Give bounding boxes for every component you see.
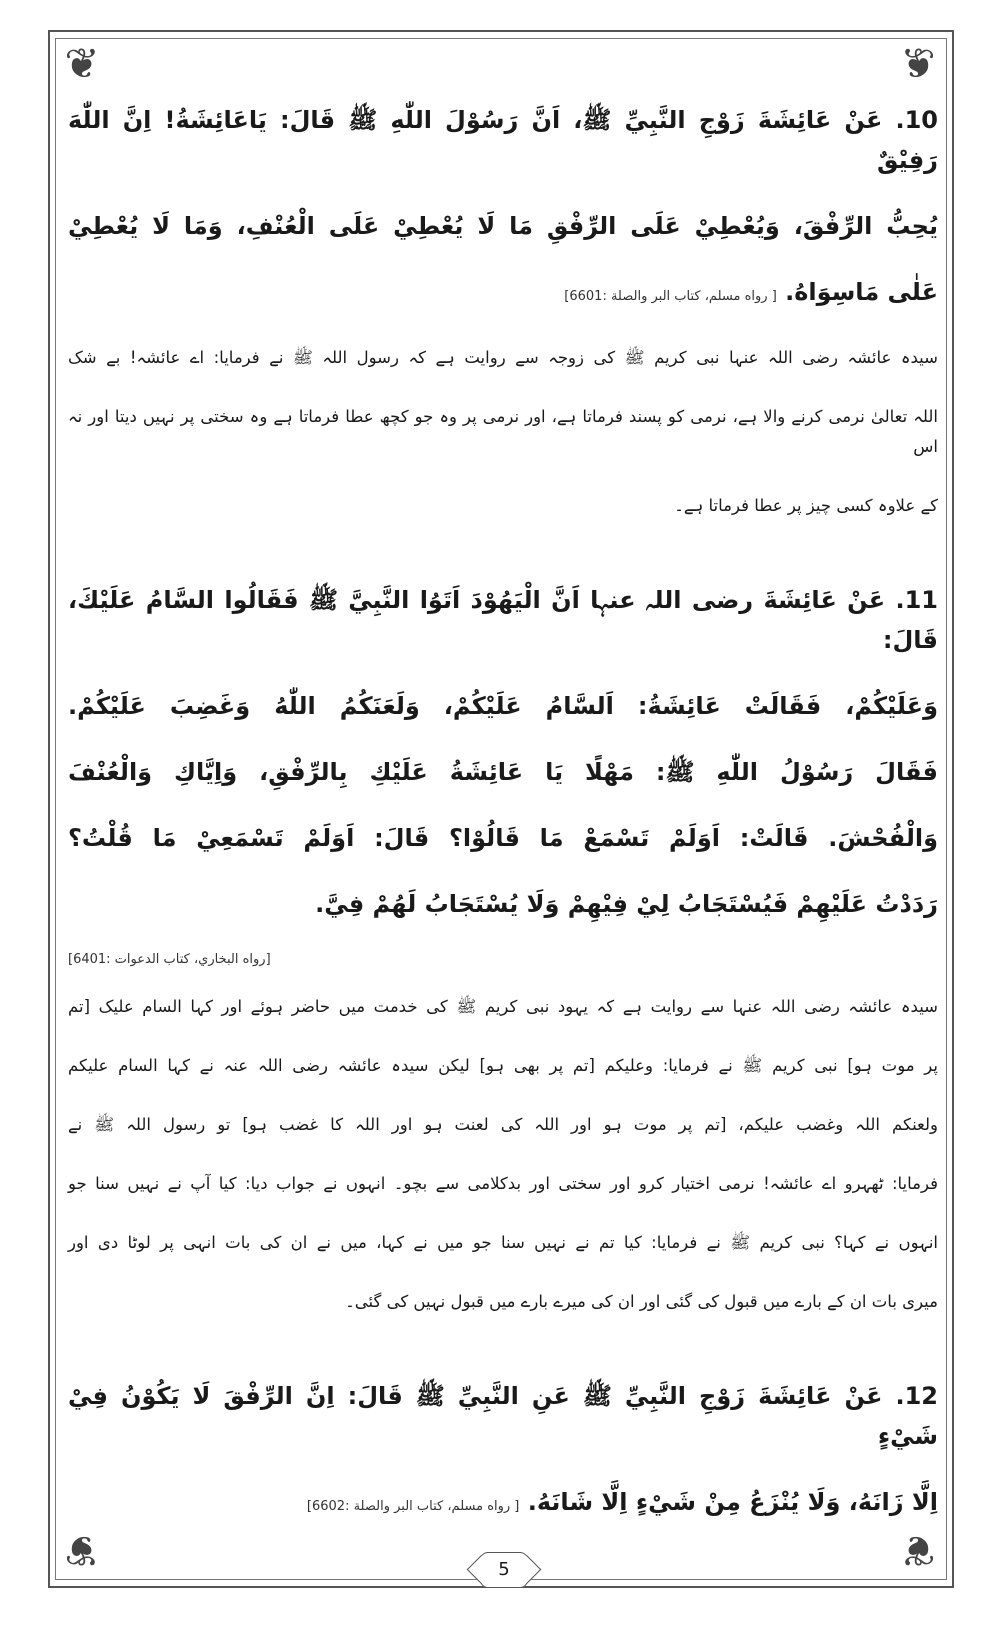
urdu-line: سیدہ عائشہ رضی اللہ عنہا نبی کریم ﷺ کی زوجہ سے روایت ہے کہ رسول اللہ ﷺ نے فرمایا: اے عائشہ! بے شک: [68, 348, 938, 367]
urdu-line: سیدہ عائشہ رضی اللہ عنہا سے روایت ہے کہ یہود نبی کریم ﷺ کی خدمت میں حاضر ہوئے اور کہا السام علیک [تم: [68, 997, 938, 1016]
arabic-line: 10. عَنْ عَائِشَةَ زَوْجِ النَّبِيِّ ﷺ، اَنَّ رَسُوْلَ اللّٰهِ ﷺ قَالَ: يَاعَائِشَةُ! اِنَّ اللّٰهَ رَفِيْقٌ: [68, 106, 938, 174]
arabic-line: 12. عَنْ عَائِشَةَ زَوْجِ النَّبِيِّ ﷺ عَنِ النَّبِيِّ ﷺ قَالَ: اِنَّ الرِّفْقَ لَا يَكُوْنُ فِيْ شَيْءٍ: [68, 1382, 938, 1450]
arabic-line: [68, 272, 938, 317]
corner-ornament-icon: ❦: [64, 39, 100, 88]
arabic-line: يُحِبُّ الرِّفْقَ، وَيُعْطِيْ عَلَى الرِّفْقِ مَا لَا يُعْطِيْ عَلَى الْعُنْفِ، وَمَا لَا يُعْطِيْ: [68, 212, 938, 240]
section-gap: [68, 550, 938, 580]
urdu-line: ولعنکم اللہ وغضب علیکم، [تم پر موت ہو اور اللہ کی لعنت ہو اور اللہ کا غضب ہو] تو رسول اللہ ﷺ نے: [68, 1115, 938, 1134]
page-number: 5: [498, 1559, 510, 1580]
section-gap: [68, 1346, 938, 1376]
reference: [ رواه مسلم، كتاب البر والصلة :6601]: [564, 289, 777, 304]
arabic-line: فَقَالَ رَسُوْلُ اللّٰهِ ﷺ: مَهْلًا يَا عَائِشَةُ عَلَيْكِ بِالرِّفْقِ، وَاِيَّاكِ وَالْعُنْفَ: [68, 758, 938, 786]
hadith-10: [68, 100, 938, 521]
arabic-text: عَلٰى مَاسِوَاهُ.: [785, 278, 938, 306]
arabic-line: وَعَلَيْكُمْ، فَقَالَتْ عَائِشَةُ: اَلسَّامُ عَلَيْكُمْ، وَلَعَنَكُمُ اللّٰهُ وَغَضِبَ عَلَيْكُمْ.: [68, 692, 938, 720]
arabic-line: [68, 1482, 938, 1527]
urdu-line: میری بات ان کے بارے میں قبول کی گئی اور ان کی میرے بارے میں قبول نہیں کی گئی۔: [345, 1292, 938, 1311]
page-number-badge: [480, 1552, 528, 1588]
urdu-line: پر موت ہو] نبی کریم ﷺ نے فرمایا: وعلیکم [تم پر بھی ہو] لیکن سیدہ عائشہ رضی اللہ عنہ نے کہا السام علیکم: [68, 1056, 938, 1075]
corner-ornament-icon: ❦: [900, 1526, 936, 1575]
reference: [رواه البخاري، كتاب الدعوات :6401]: [68, 952, 271, 967]
urdu-line: کے علاوہ کسی چیز پر عطا فرماتا ہے۔: [674, 496, 938, 515]
reference: [ رواه مسلم، كتاب البر والصلة :6602]: [306, 1499, 520, 1514]
hadith-11: [68, 580, 938, 1317]
arabic-text: اِلَّا زَانَهُ، وَلَا يُنْزَعُ مِنْ شَيْءٍ اِلَّا شَانَهُ.: [527, 1488, 938, 1516]
urdu-line: انہوں نے کہا؟ نبی کریم ﷺ نے فرمایا: کیا تم نے نہیں سنا جو میں نے کہا، میں نے ان کی بات انہی پر لوٹا دی اور: [68, 1233, 938, 1252]
corner-ornament-icon: ❦: [900, 39, 936, 88]
arabic-line: رَدَدْتُ عَلَيْهِمْ فَيُسْتَجَابُ لِيْ فِيْهِمْ وَلَا يُسْتَجَابُ لَهُمْ فِيَّ.: [315, 890, 938, 918]
arabic-line: 11. عَنْ عَائِشَةَ رضی اللہ عنہا اَنَّ الْيَهُوْدَ اَتَوُا النَّبِيَّ ﷺ فَقَالُوا السَّامُ عَلَيْكَ، قَالَ:: [68, 586, 938, 654]
arabic-line: وَالْفُحْشَ. قَالَتْ: اَوَلَمْ تَسْمَعْ مَا قَالُوْا؟ قَالَ: اَوَلَمْ تَسْمَعِيْ مَا قُلْتُ؟: [68, 824, 938, 852]
urdu-line: اللہ تعالیٰ نرمی کرنے والا ہے، نرمی کو پسند فرماتا ہے، اور نرمی پر وہ جو کچھ عطا فرماتا ہے وہ سختی پر نہیں دیتا اور نہ اس: [68, 407, 938, 456]
urdu-line: فرمایا: ٹھہرو اے عائشہ! نرمی اختیار کرو اور سختی اور بدکلامی سے بچو۔ انہوں نے جواب دیا: کیا آپ نے نہیں سنا جو: [68, 1174, 938, 1193]
corner-ornament-icon: ❦: [64, 1526, 100, 1575]
hadith-12: [68, 1376, 938, 1527]
page-content: [68, 100, 938, 1553]
